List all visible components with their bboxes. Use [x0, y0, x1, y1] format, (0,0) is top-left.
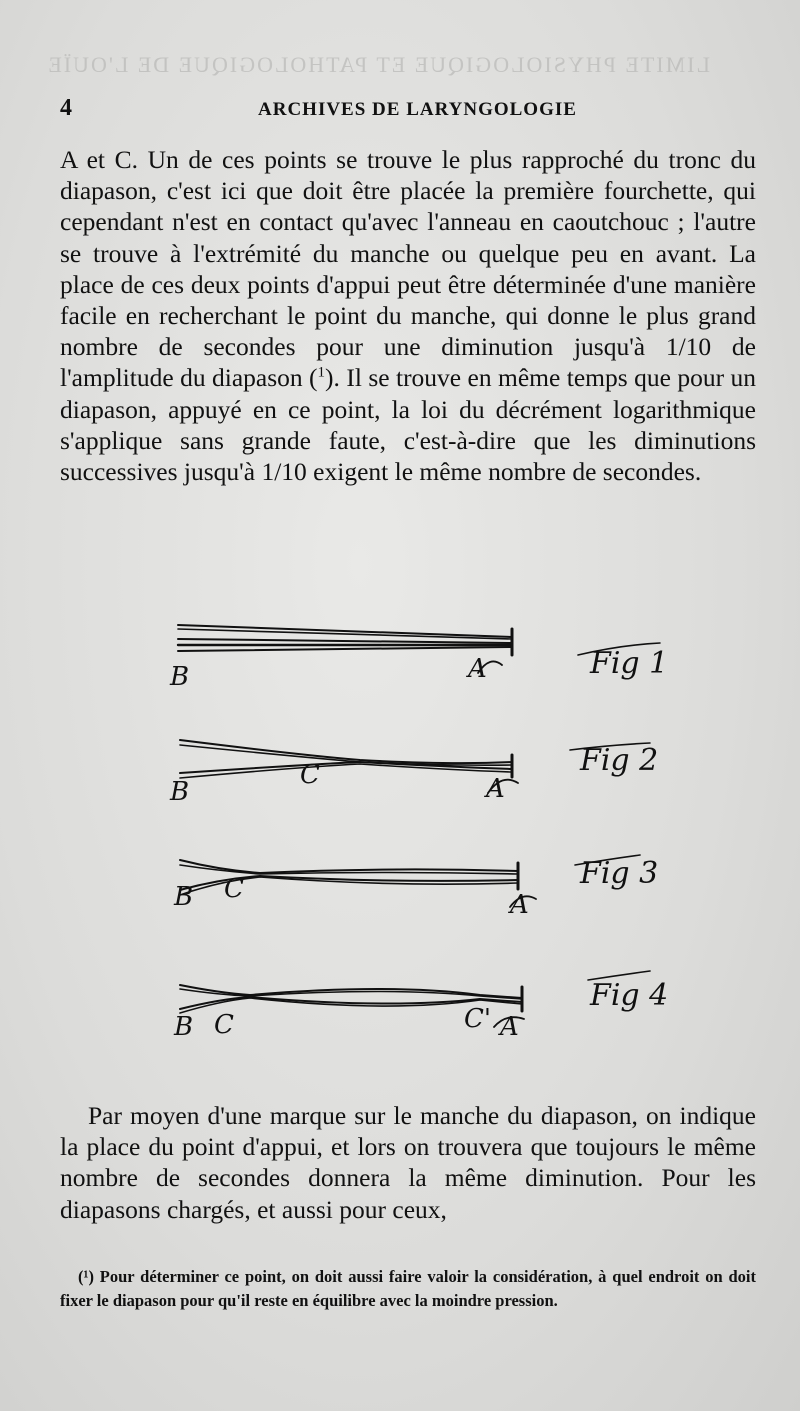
- paragraph-1: [60, 144, 756, 487]
- tuning-fork-figures: [150, 615, 710, 1055]
- footnote: [60, 1265, 756, 1313]
- fig1-caption: Fig 1: [590, 646, 669, 681]
- fig2-caption: Fig 2: [580, 743, 659, 778]
- fig3-label-a: A: [510, 890, 529, 920]
- paragraph-1-text: A et C. Un de ces points se trouve le plus rapproché du tronc du diapason, c'est ici que doit être placée la première fourchette, qui cependant n'est en contact qu'avec l'anneau en caoutchouc ; l'autre se trouve à l'extrémité du manche ou quelque peu en avant. La place de ces deux points d'appui peut être déterminée d'une manière facile en recherchant le point du manche, qui donne le plus grand nombre de secondes pour une diminution jusqu'à 1/10 de l'amplitude du diapason (: [60, 145, 756, 393]
- fig4-label-b: B: [174, 1012, 194, 1042]
- figure-2: [180, 740, 512, 778]
- running-title: ARCHIVES DE LARYNGOLOGIE: [258, 99, 577, 120]
- fig4-label-c: C: [214, 1010, 234, 1040]
- footnote-marker: (¹): [78, 1267, 94, 1286]
- fig1-label-a: A: [468, 654, 487, 684]
- fig3-caption: Fig 3: [580, 856, 659, 891]
- fig2-label-c: C: [300, 760, 320, 790]
- footnote-text: Pour déterminer ce point, on doit aussi faire valoir la considération, à quel endroit on doit fixer le diapason pour qu'il reste en équilibre avec la moindre pression.: [60, 1267, 757, 1310]
- footnote-reference: 1: [317, 364, 326, 381]
- fig4-label-c-prime: C': [464, 1004, 492, 1034]
- page-number: 4: [60, 95, 72, 121]
- figures-drawing: [150, 615, 710, 1055]
- paragraph-1-text-rest: ). Il se trouve en même temps que pour un diapason, appuyé en ce point, la loi du décrément logarithmique s'applique sans grande faute, c'est-à-dire que les diminutions successives jusqu'à 1/10 exigent le même nombre de secondes.: [60, 363, 756, 487]
- paragraph-2-text: Par moyen d'une marque sur le manche du diapason, on indique la place du point d'appui, et lors on trouvera que toujours le même nombre de secondes donnera la même diminution. Pour les diapasons chargés, et aussi pour ceux,: [60, 1101, 756, 1224]
- paragraph-2: [60, 1100, 756, 1225]
- fig4-label-a: A: [500, 1012, 519, 1042]
- figure-1: [178, 625, 512, 655]
- fig2-label-b: B: [170, 777, 190, 807]
- page-header: [60, 95, 760, 125]
- fig4-caption: Fig 4: [590, 978, 669, 1013]
- fig1-label-b: B: [170, 662, 190, 692]
- fig3-label-b: B: [174, 882, 194, 912]
- fig2-label-a: A: [486, 774, 505, 804]
- fig3-label-c: C: [224, 874, 244, 904]
- bleed-through-text: LIMITE PHYSIOLOGIQUE ET PATHOLOGIQUE DE L'OUÏE: [46, 52, 710, 77]
